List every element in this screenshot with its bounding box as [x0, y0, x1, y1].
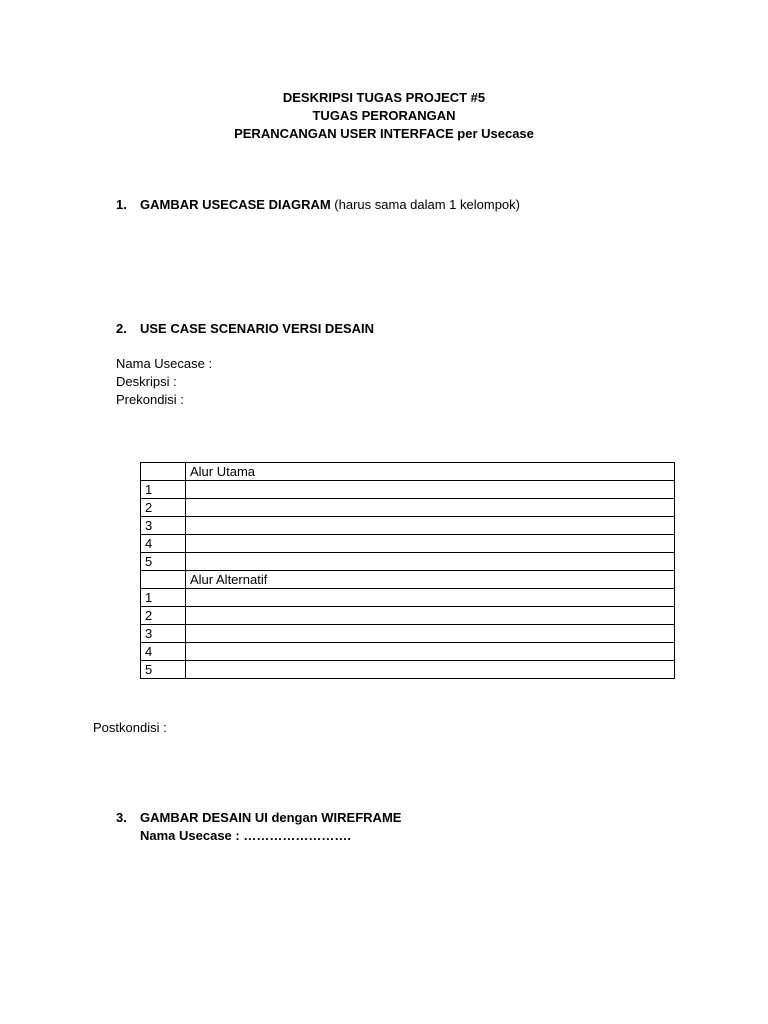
section-3-heading: [116, 809, 401, 845]
alt-flow-header: Alur Alternatif: [186, 571, 675, 589]
table-cell: [141, 463, 186, 481]
table-row: [141, 463, 675, 481]
table-cell: [186, 553, 675, 571]
table-row: [141, 589, 675, 607]
table-row: [141, 643, 675, 661]
row-number: 1: [141, 589, 186, 607]
row-number: 5: [141, 661, 186, 679]
table-cell: [186, 643, 675, 661]
scenario-table: [140, 462, 675, 679]
document-title: [0, 89, 768, 143]
section-3-number: 3.: [116, 810, 127, 825]
row-number: 2: [141, 499, 186, 517]
section-2-title: USE CASE SCENARIO VERSI DESAIN: [140, 321, 375, 336]
section-1-title: GAMBAR USECASE DIAGRAM: [140, 197, 335, 212]
table-cell: [186, 481, 675, 499]
table-row: [141, 553, 675, 571]
section-1-heading: [116, 196, 520, 214]
main-flow-header: Alur Utama: [186, 463, 675, 481]
section-3-subtitle: Nama Usecase : …………………….: [140, 828, 351, 843]
table-row: [141, 607, 675, 625]
table-row: [141, 517, 675, 535]
table-cell: [186, 589, 675, 607]
table-cell: [186, 535, 675, 553]
table-row: [141, 535, 675, 553]
table-row: [141, 481, 675, 499]
row-number: 4: [141, 535, 186, 553]
section-2-number: 2.: [116, 321, 127, 336]
section-1-note: (harus sama dalam 1 kelompok): [334, 197, 520, 212]
title-line-1: DESKRIPSI TUGAS PROJECT #5: [282, 90, 486, 105]
table-cell: [186, 517, 675, 535]
row-number: 3: [141, 517, 186, 535]
section-3-title: GAMBAR DESAIN UI dengan WIREFRAME: [140, 810, 402, 825]
row-number: 5: [141, 553, 186, 571]
postkondisi-label: Postkondisi :: [93, 720, 167, 735]
table-row: [141, 571, 675, 589]
section-2-heading: [116, 320, 374, 338]
prekondisi-label: Prekondisi :: [116, 392, 184, 407]
table-cell: [186, 625, 675, 643]
nama-usecase-label: Nama Usecase :: [116, 356, 213, 371]
row-number: 3: [141, 625, 186, 643]
title-line-2: TUGAS PERORANGAN: [312, 108, 456, 123]
title-line-3: PERANCANGAN USER INTERFACE per Usecase: [234, 126, 534, 141]
table-cell: [186, 661, 675, 679]
section-1-number: 1.: [116, 197, 127, 212]
deskripsi-label: Deskripsi :: [116, 374, 177, 389]
usecase-fields: [116, 355, 212, 409]
table-cell: [186, 607, 675, 625]
table-row: [141, 625, 675, 643]
table-row: [141, 499, 675, 517]
row-number: 4: [141, 643, 186, 661]
table-cell: [141, 571, 186, 589]
row-number: 2: [141, 607, 186, 625]
table-cell: [186, 499, 675, 517]
row-number: 1: [141, 481, 186, 499]
table-row: [141, 661, 675, 679]
